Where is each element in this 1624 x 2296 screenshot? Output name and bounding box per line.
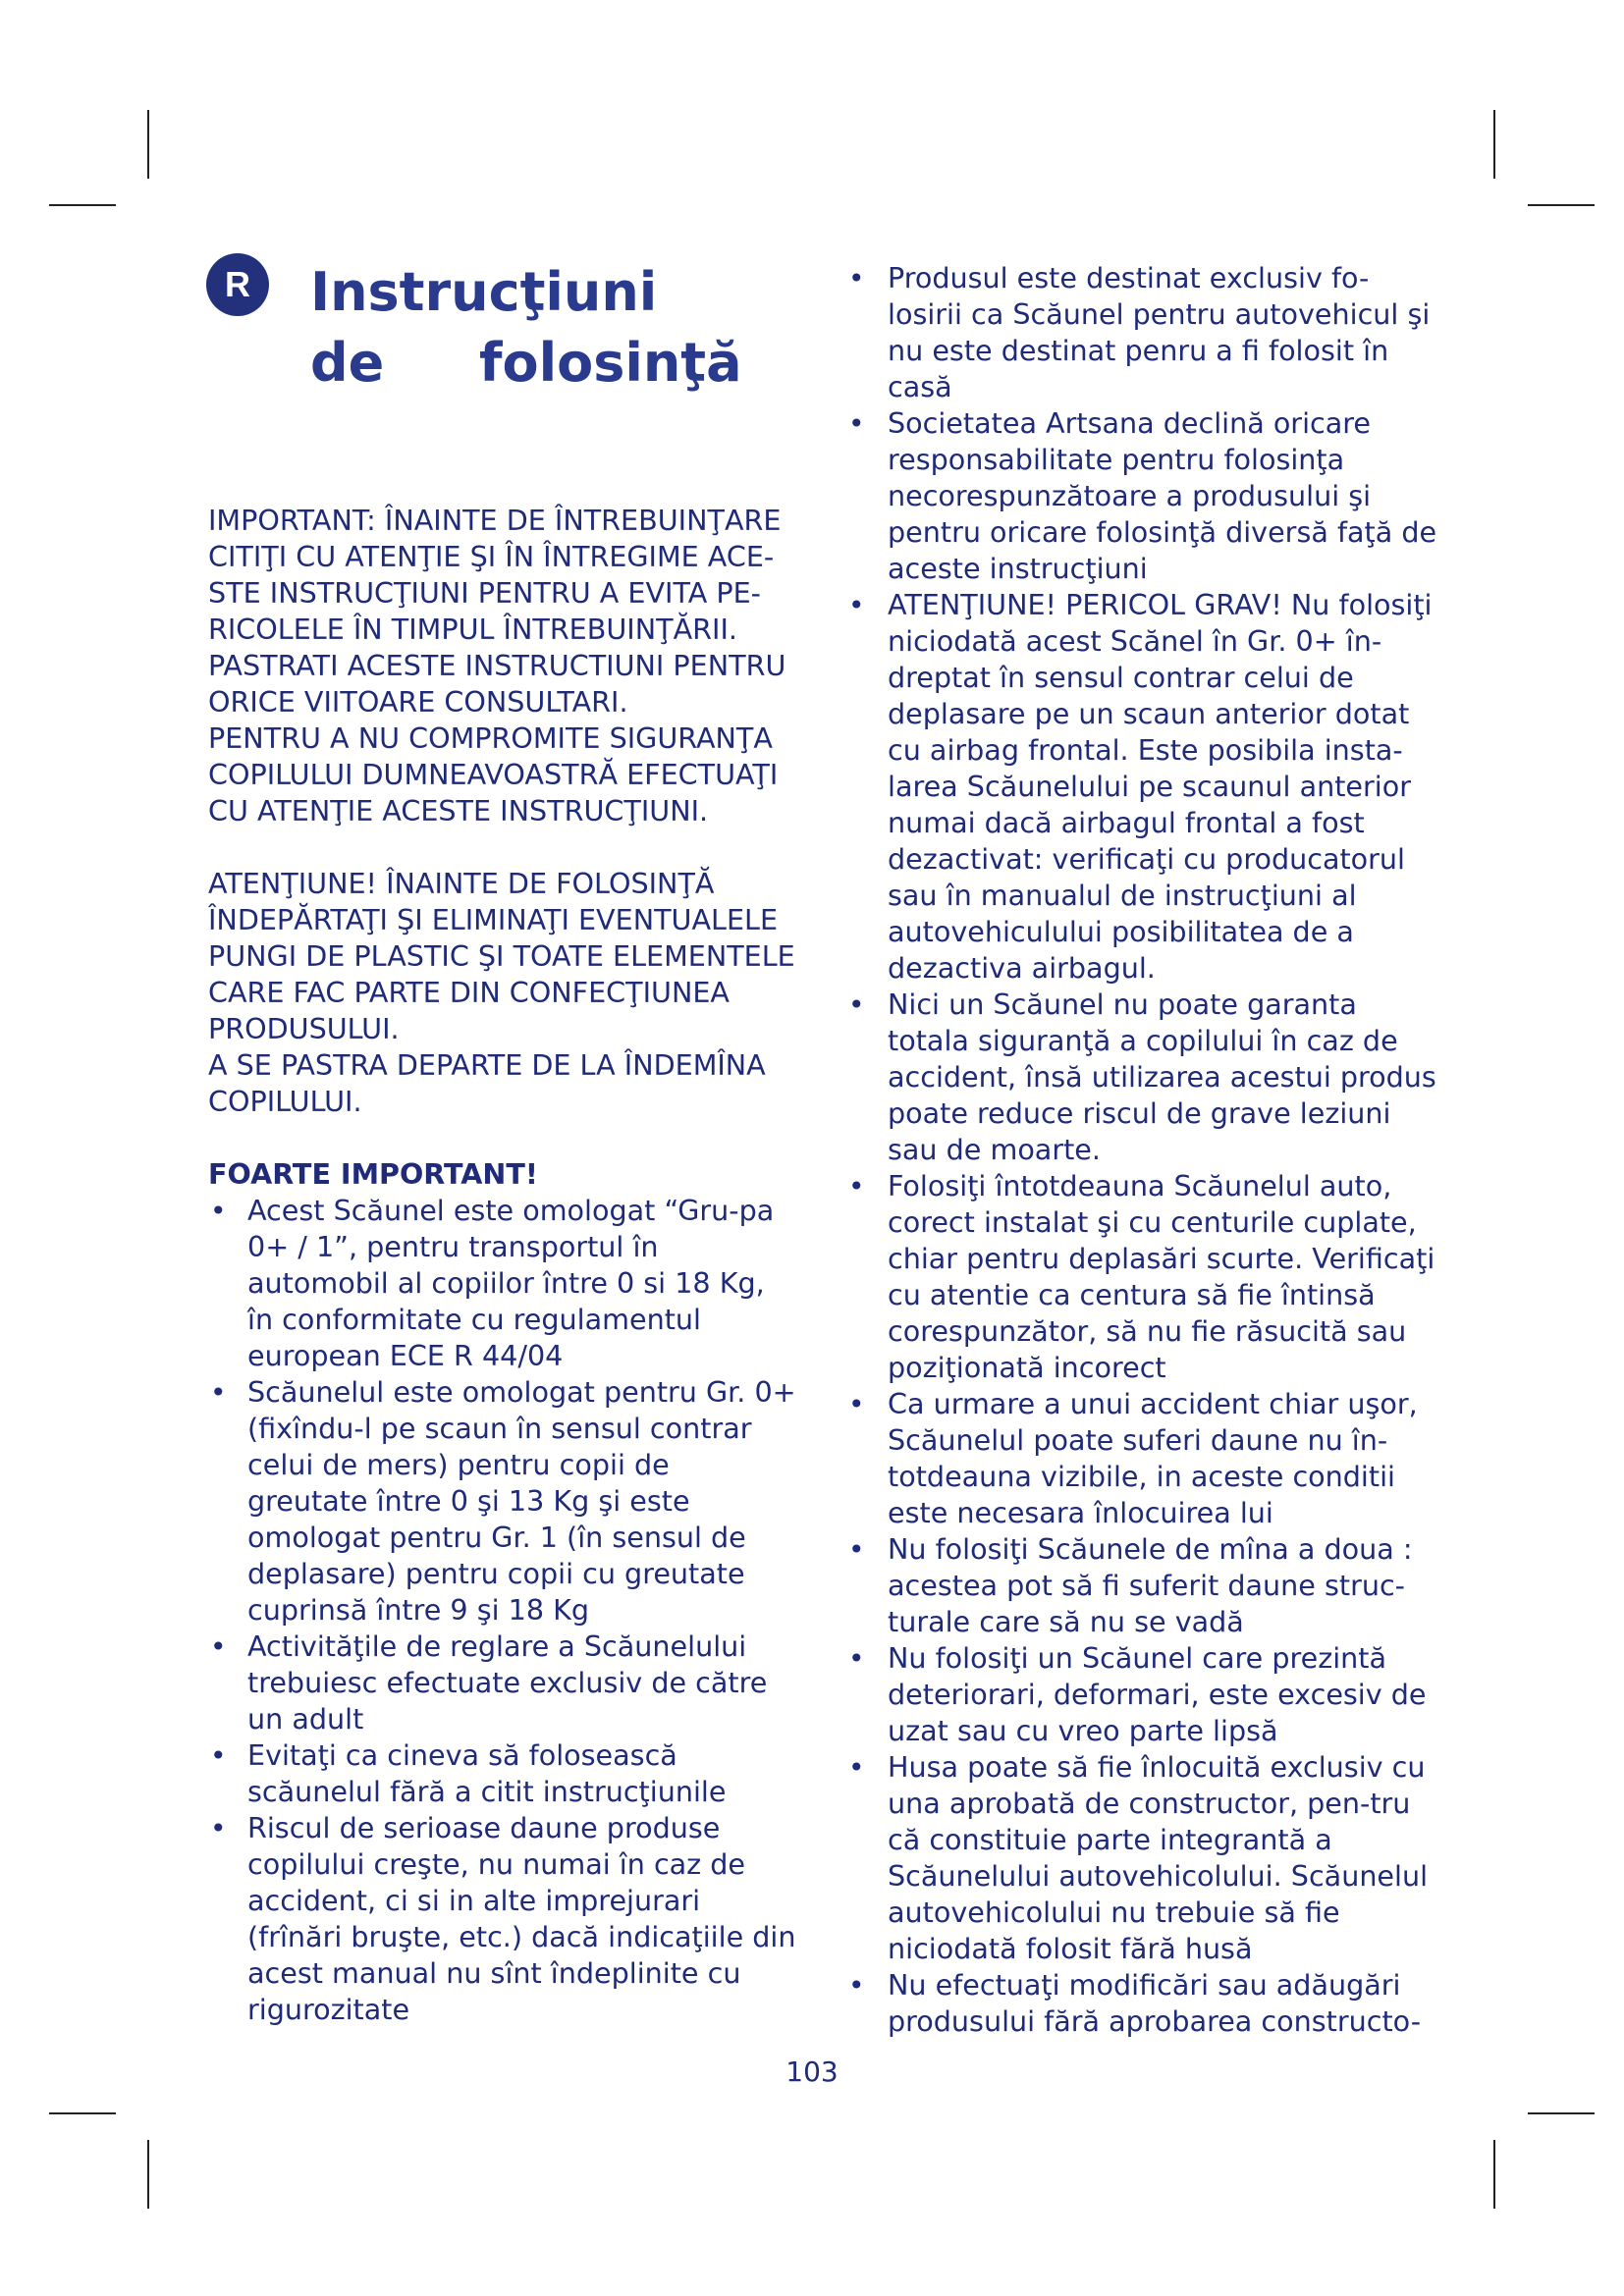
left-column [208,503,797,2028]
title-word-de: de [310,332,385,394]
crop-mark [1493,110,1495,179]
spacer [208,1120,797,1156]
plastic-bags-warning: ATENŢIUNE! ÎNAINTE DE FOLOSINŢĂ ÎNDEPĂRTAŢI ŞI ELIMINAŢI EVENTUALELE PUNGI DE PLASTIC ŞI TOATE ELEMENTELE CARE FAC PARTE DIN CONFECŢIUNEA PRODUSULUI. [208,867,795,1045]
important-notice: IMPORTANT: ÎNAINTE DE ÎNTREBUINŢARE CITIŢI CU ATENŢIE ŞI ÎN ÎNTREGIME ACE-STE INSTRUCŢIUNI PENTRU A EVITA PE-RICOLELE ÎN TIMPUL ÎNTREBUINŢĂRII. [208,504,782,646]
crop-mark [49,204,116,206]
list-item: • Nu efectuaţi modificări sau adăugări produsului fără aprobarea constructo- [846,1967,1440,2040]
list-item: • Activităţile de reglare a Scăunelului trebuiesc efectuate exclusiv de către un adult [208,1629,797,1737]
crop-mark [1528,204,1595,206]
list-item: • Ca urmare a unui accident chiar uşor, Scăunelul poate suferi daune nu în-totdeauna vizibile, in aceste conditii este necesara înlocuirea lui [846,1386,1440,1531]
page-title [310,257,821,399]
list-item: • Nu folosiţi un Scăunel care prezintă deteriorari, deformari, este excesiv de uzat sau cu vreo parte lipsă [846,1640,1440,1749]
list-item: • Folosiţi întotdeauna Scăunelul auto, corect instalat şi cu centurile cuplate, chiar pentru deplasări scurte. Verificaţi cu atentie ca centura să fie întinsă corespunzător, să nu fie răsucită sau poziţionată incorect [846,1168,1440,1386]
title-line-1: Instrucţiuni [310,261,658,323]
list-item: • Riscul de serioase daune produse copilului creşte, nu numai în caz de accident, ci si in alte imprejurari (frînări bruşte, etc.) dacă indicaţiile din acest manual nu sînt îndeplinite cu rigurozitate [208,1810,797,2028]
list-item: • Husa poate să fie înlocuită exclusiv cu una aprobată de constructor, pen-tru că constituie parte integrantă a Scăunelului autovehicolului. Scăunelul autovehicolului nu trebuie să fie niciodată folosit fără husă [846,1749,1440,1967]
list-item: • Produsul este destinat exclusiv fo-losirii ca Scăunel pentru autovehicul şi nu este destinat penru a fi folosit în casă [846,260,1440,405]
list-item: • Societatea Artsana declină oricare responsabilitate pentru folosinţa necorespunzătoare a produsului şi pentru oricare folosinţă diversă faţă de aceste instrucţiuni [846,405,1440,587]
list-item: • Nu folosiţi Scăunele de mîna a doua : acestea pot să fi suferit daune struc-turale care să nu se vadă [846,1531,1440,1640]
crop-mark [147,110,149,179]
list-item: • Acest Scăunel este omologat “Gru-pa 0+ / 1”, pentru transportul în automobil al copiilor între 0 si 18 Kg, în conformitate cu regulamentul european ECE R 44/04 [208,1193,797,1374]
crop-mark [1493,2140,1495,2209]
keep-away-warning: A SE PASTRA DEPARTE DE LA ÎNDEMÎNA COPILULUI. [208,1048,766,1118]
list-item: • Nici un Scăunel nu poate garanta totala siguranţă a copilului în caz de accident, însă utilizarea acestui produs poate reduce riscul de grave leziuni sau de moarte. [846,987,1440,1168]
list-item: • Evitaţi ca cineva să folosească scăunelul fără a citit instrucţiunile [208,1737,797,1810]
right-column [846,260,1440,2040]
section-heading: FOARTE IMPORTANT! [208,1157,538,1191]
title-word-folosinta: folosinţă [479,332,742,394]
child-safety-notice: PENTRU A NU COMPROMITE SIGURANŢA COPILULUI DUMNEAVOASTRĂ EFECTUAŢI CU ATENŢIE ACESTE INSTRUCŢIUNI. [208,721,779,828]
crop-mark [1528,2112,1595,2114]
title-line-2 [310,328,821,399]
list-item: • Scăunelul este omologat pentru Gr. 0+ (fixîndu-l pe scaun în sensul contrar celui de mers) pentru copii de greutate între 0 şi 13 Kg şi este omologat pentru Gr. 1 (în sensul de deplasare) pentru copii cu greutate cuprinsă între 9 şi 18 Kg [208,1374,797,1629]
right-bullet-list [846,260,1440,2040]
left-bullet-list [208,1193,797,2028]
language-badge: R [206,253,269,316]
keep-instructions-notice: PASTRATI ACESTE INSTRUCTIUNI PENTRU ORICE VIITOARE CONSULTARI. [208,649,786,719]
crop-mark [147,2140,149,2209]
crop-mark [49,2112,116,2114]
list-item: • ATENŢIUNE! PERICOL GRAV! Nu folosiţi niciodată acest Scănel în Gr. 0+ în-dreptat în sensul contrar celui de deplasare pe un scaun anterior dotat cu airbag frontal. Este posibila insta-larea Scăunelului pe scaunul anterior numai dacă airbagul frontal a fost dezactivat: verificaţi cu producatorul sau în manualul de instrucţiuni al autovehiculului posibilitatea de a dezactiva airbagul. [846,587,1440,987]
page-number: 103 [785,2056,839,2088]
spacer [208,829,797,866]
